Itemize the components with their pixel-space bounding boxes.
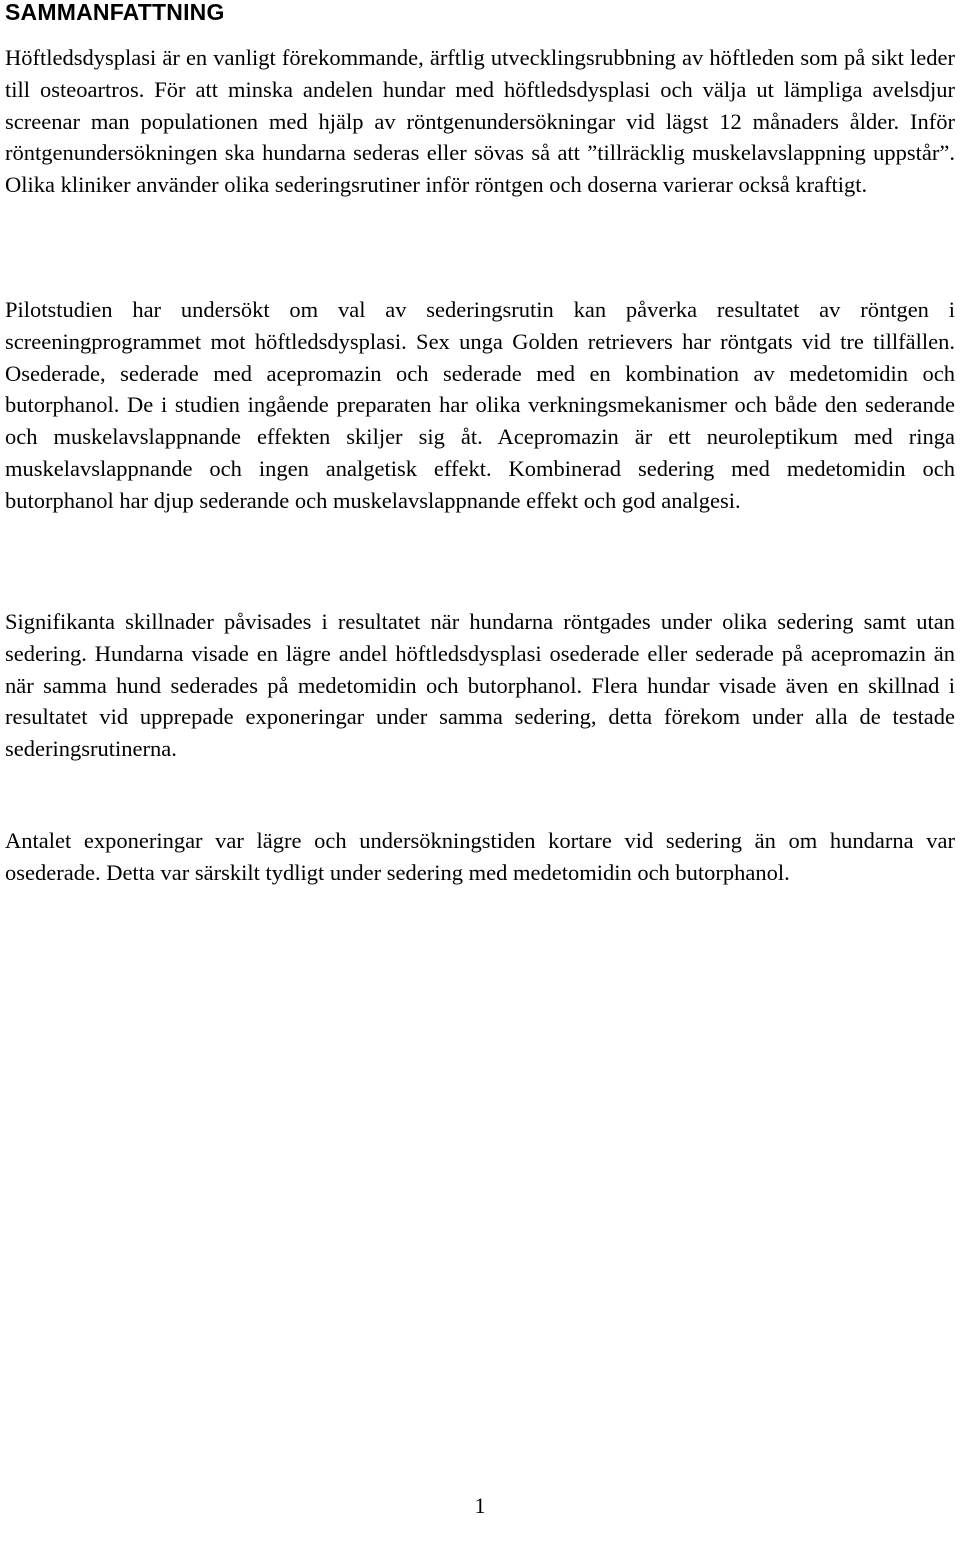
page-number: 1 [474, 1493, 486, 1518]
paragraph-exposures: Antalet exponeringar var lägre och undersökningstiden kortare vid sedering än om hundarna var osederade. Detta var särskilt tydligt under sedering med medetomidin och butorphanol. [5, 828, 955, 885]
paragraph-introduction: Höftledsdysplasi är en vanligt förekommande, ärftlig utvecklingsrubbning av höftleden som på sikt leder till osteoartros. För att minska andelen hundar med höftledsdysplasi och välja ut lämpliga avelsdjur screenar man populationen med hjälp av röntgenundersökningar vid lägst 12 månaders ålder. Inför röntgenundersökningen ska hundarna sederas eller sövas så att ”tillräcklig muskelavslappning uppstår”. Olika kliniker använder olika sederingsrutiner inför röntgen och doserna varierar också kraftigt. [5, 45, 955, 198]
paragraph-pilot-study: Pilotstudien har undersökt om val av sederingsrutin kan påverka resultatet av röntgen i screeningprogrammet mot höftledsdysplasi. Sex unga Golden retrievers har röntgats vid tre tillfällen. Osederade, sederade med acepromazin och sederade med en kombination av medetomidin och butorphanol. De i studien ingående preparaten har olika verkningsmekanismer och både den sederande och muskelavslappnande effekten skiljer sig åt. Acepromazin är ett neuroleptikum med ringa muskelavslappnande och ingen analgetisk effekt. Kombinerad sedering med medetomidin och butorphanol har djup sederande och muskelavslappnande effekt och god analgesi. [5, 297, 955, 513]
paragraph-results: Signifikanta skillnader påvisades i resultatet när hundarna röntgades under olika sedering samt utan sedering. Hundarna visade en lägre andel höftledsdysplasi osederade eller sederade på acepromazin än när samma hund sederades på medetomidin och butorphanol. Flera hundar visade även en skillnad i resultatet vid upprepade exponeringar under samma sedering, detta förekom under alla de testade sederingsrutinerna. [5, 609, 955, 762]
section-heading: SAMMANFATTNING [5, 0, 225, 25]
